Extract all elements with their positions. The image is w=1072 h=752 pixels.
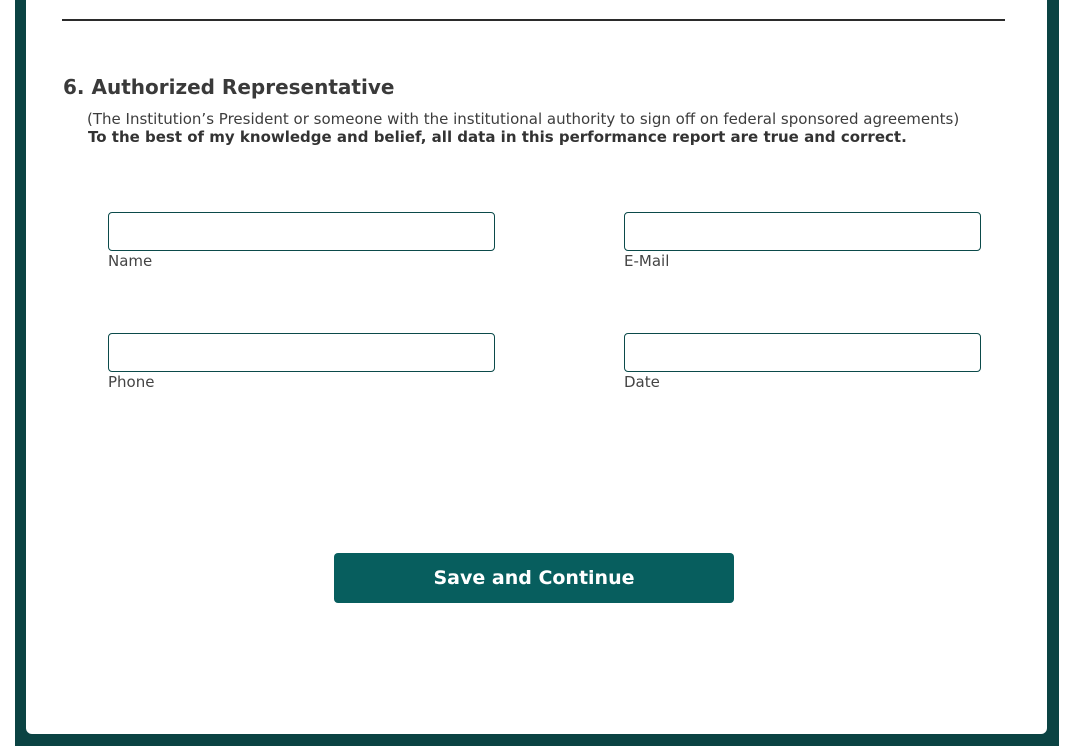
section-note: (The Institution’s President or someone with the institutional authority to sign off on federal sponsored agreements)	[87, 110, 960, 128]
name-input[interactable]	[108, 212, 495, 251]
section-divider	[62, 19, 1005, 21]
date-input[interactable]	[624, 333, 981, 372]
phone-label: Phone	[108, 373, 155, 391]
name-label: Name	[108, 252, 153, 270]
email-label: E-Mail	[624, 252, 670, 270]
email-input[interactable]	[624, 212, 981, 251]
certification-statement: To the best of my knowledge and belief, all data in this performance report are true and correct.	[88, 128, 907, 146]
date-field-group	[624, 333, 981, 391]
date-label: Date	[624, 373, 660, 391]
save-and-continue-button[interactable]: Save and Continue	[334, 553, 734, 603]
phone-input[interactable]	[108, 333, 495, 372]
section-title: 6. Authorized Representative	[63, 75, 395, 99]
email-field-group	[624, 212, 981, 270]
phone-field-group	[108, 333, 495, 391]
name-field-group	[108, 212, 495, 270]
